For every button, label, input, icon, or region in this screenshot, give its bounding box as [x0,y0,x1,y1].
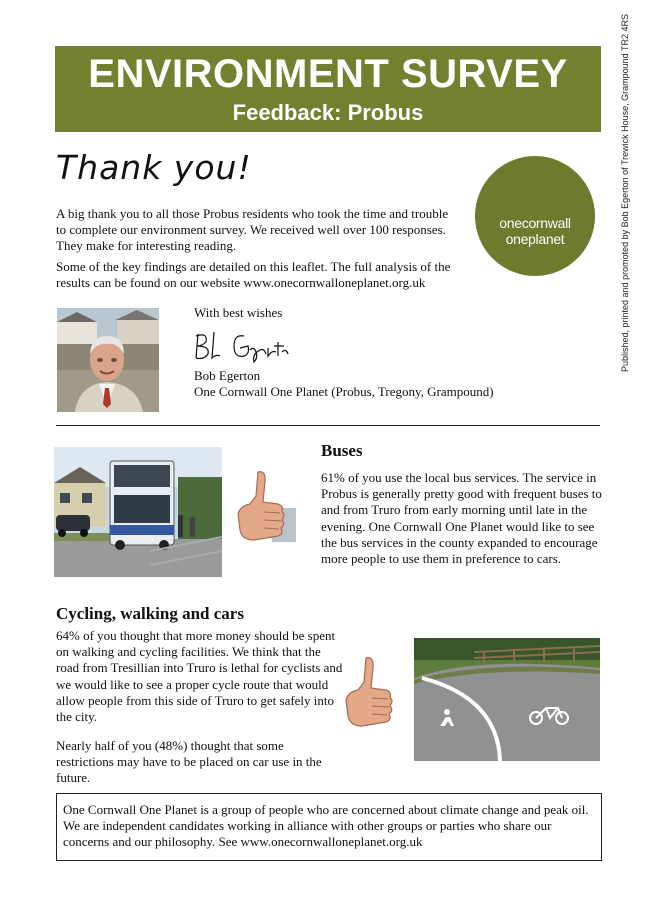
signatory-organisation: One Cornwall One Planet (Probus, Tregony, Grampound) [194,384,494,399]
findings-paragraph: Some of the key findings are detailed on this leaflet. The full analysis of the results can be found on our website www.onecornwalloneplanet.org.uk [56,259,451,291]
cycling-paragraph: 64% of you thought that more money should be spent on walking and cycling facilities. We think that the road from Tresillian into Truro is lethal for cyclists and we would like to see a proper cycle route that would allow people from this side of Truro to get safely into the city. [56,628,343,725]
best-wishes-text: With best wishes [194,305,283,320]
bus-photo [54,447,222,577]
signatory-name: Bob Egerton [194,368,261,383]
thumbs-up-icon [342,654,404,742]
footer-statement: One Cornwall One Planet is a group of people who are concerned about climate change and peak oil. We are independent candidates working in alliance with other groups or parties who share our concerns and our philosophy. See www.onecornwalloneplanet.org.uk [56,793,602,861]
publisher-credit: Published, printed and promoted by Bob Egerton of Trewick House, Grampound TR2 4RS [620,13,630,372]
section-divider [56,425,600,426]
bob-egerton-photo [57,308,159,412]
survey-title: ENVIRONMENT SURVEY [88,52,568,96]
survey-subtitle: Feedback: Probus [232,100,424,125]
intro-paragraph: A big thank you to all those Probus residents who took the time and trouble to complete our environment survey. We received well over 100 responses. They make for interesting reading. [56,206,449,254]
thumbs-up-icon [232,468,296,556]
one-cornwall-one-planet-logo [475,156,595,276]
buses-paragraph: 61% of you use the local bus services. The service in Probus is generally pretty good with frequent buses to and from Truro from early morning until late in the evening. One Cornwall One Planet would like to see the bus services in the county expanded to encourage more people to use them in preference to cars. [321,470,602,567]
buses-heading: Buses [321,441,363,460]
signature-image [194,328,290,364]
header-banner [55,46,601,132]
logo-line-2: oneplanet [505,231,565,247]
cycle-path-photo [414,638,600,761]
cycling-heading: Cycling, walking and cars [56,604,244,623]
car-restrictions-paragraph: Nearly half of you (48%) thought that some restrictions may have to be placed on car use in the future. [56,738,322,786]
thank-you-heading: Thank you! [56,148,252,187]
logo-line-1: onecornwall [499,215,571,231]
